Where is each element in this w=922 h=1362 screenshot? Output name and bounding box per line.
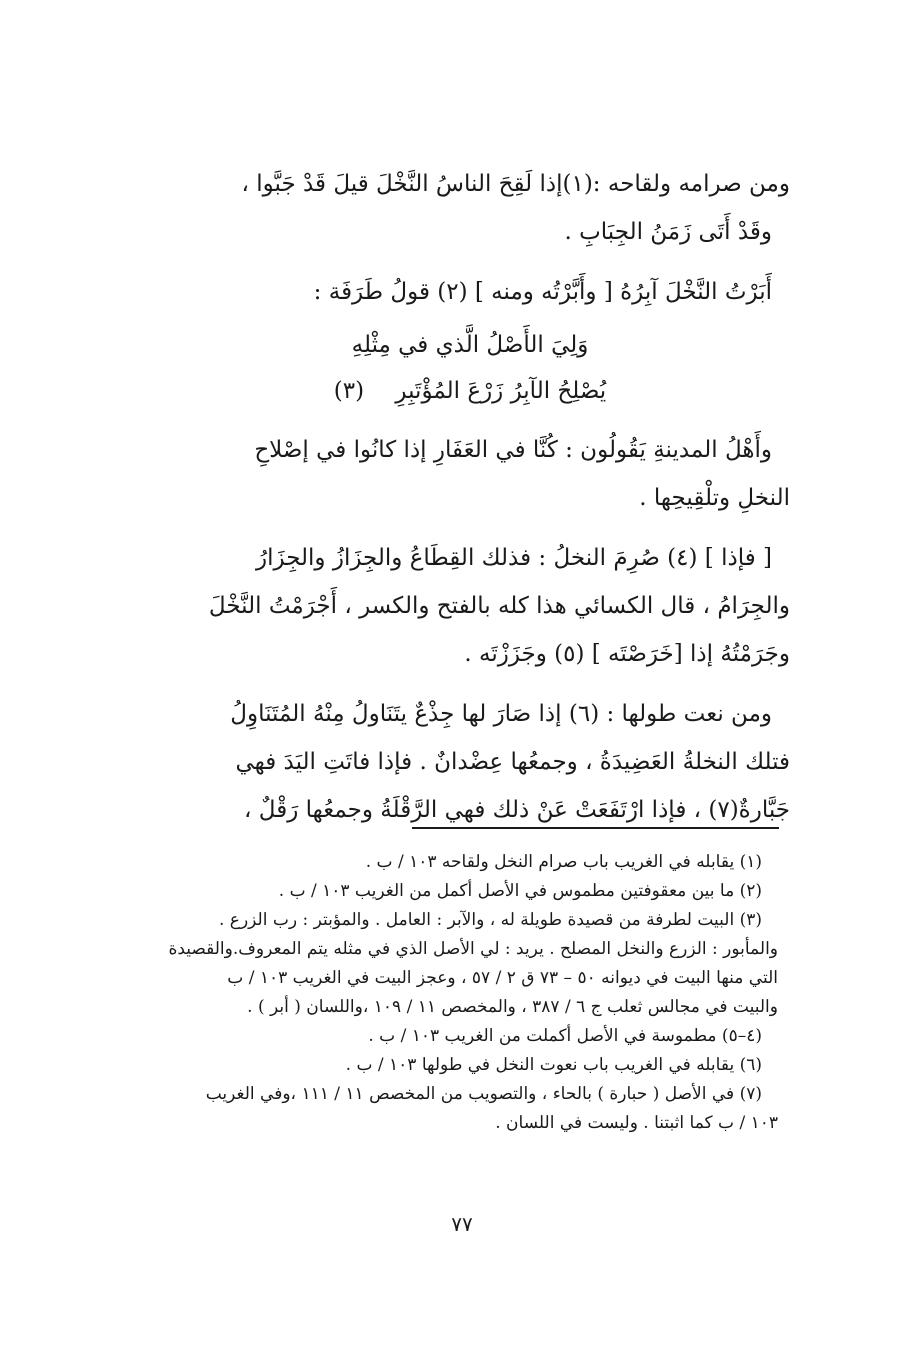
poetry-verse <box>150 322 790 414</box>
paragraph-line: وقَدْ أَتَى زَمَنُ الجِبَابِ . <box>564 219 772 245</box>
verse-hemistich-second <box>150 368 790 414</box>
paragraph-line: [ فإذا ] (٤) صُرِمَ النخلُ : فذلك القِطَاعُ والجِزَازُ والجِزَارُ <box>256 545 772 571</box>
paragraph-line: جَبَّارةٌ(٧) ، فإذا ارْتَفَعَتْ عَنْ ذلك فهي الرَّقْلَةُ وجمعُها رَقْلٌ ، <box>244 797 790 823</box>
verse-hemistich-first: وَلِيَ الأَصْلُ الَّذي في مِثْلِهِ <box>351 332 589 358</box>
paragraph-line: النخلِ وتلْقِيحِها . <box>639 485 790 511</box>
paragraph-line: ومن صرامه ولقاحه :(١)إذا لَقِحَ الناسُ النَّخْلَ قيلَ قَدْ جَبَّوا ، <box>241 171 790 197</box>
verse-hemistich-text: يُصْلِحُ الآبِرُ زَرْعَ المُؤْتَبِرِ <box>395 378 607 404</box>
footnote: (١) يقابله في الغريب باب صرام النخل ولقاحه ١٠٣ / ب . <box>365 852 762 872</box>
paragraph-line: وأَهْلُ المدينةِ يَقُولُون : كُنَّا في العَفَارِ إذا كانُوا في إصْلاحِ <box>254 437 772 463</box>
footnote-continuation: التي منها البيت في ديوانه ٥٠ – ٧٣ ق ٢ / ٥٧ ، وعجز البيت في الغريب ١٠٣ / ب <box>227 968 778 988</box>
footnote: (٧) في الأصل ( حبارة ) بالحاء ، والتصويب من المخصص ١١ / ١١١ ،وفي الغريب <box>205 1084 762 1104</box>
page-number: ٧٧ <box>451 1212 473 1236</box>
paragraph-line: وجَرَمْتُهُ إذا [خَرَصْتَه ] (٥) وجَزَزْتَه . <box>464 641 790 667</box>
paragraph-line: والجِرَامُ ، قال الكسائي هذا كله بالفتح والكسر ، أَجْرَمْتُ النَّخْلَ <box>208 593 790 619</box>
footnote: (٢) ما بين معقوفتين مطموس في الأصل أكمل من الغريب ١٠٣ / ب . <box>278 881 762 901</box>
footnote-divider <box>412 827 779 829</box>
paragraph-line: فتلك النخلةُ العَضِيدَةُ ، وجمعُها عِضْدانٌ . فإذا فاتَتِ اليَدَ فهي <box>235 749 790 775</box>
paragraph-line: أَبَرْتُ النَّخْلَ آبِرُهُ [ وأَبَّرْتُه ومنه ] (٢) قولُ طَرَفَة : <box>313 279 772 305</box>
footnote-continuation: والمأبور : الزرع والنخل المصلح . يريد : لي الأصل الذي في مثله يتم المعروف.والقصيدة <box>168 939 778 959</box>
paragraph-line: ومن نعت طولها : (٦) إذا صَارَ لها جِذْعٌ يتَنَاولُ مِنْهُ المُتَنَاوِلُ <box>230 701 772 727</box>
footnote-continuation: ١٠٣ / ب كما اثبتنا . وليست في اللسان . <box>495 1113 778 1133</box>
footnote: (٤–٥) مطموسة في الأصل أكملت من الغريب ١٠٣ / ب . <box>368 1026 762 1046</box>
footnotes <box>148 848 778 1138</box>
footnote-reference: (٣) <box>333 378 365 404</box>
footnote: (٣) البيت لطرفة من قصيدة طويلة له ، والآبر : العامل . والمؤبتر : رب الزرع . <box>219 910 762 930</box>
main-text <box>150 160 790 834</box>
footnote: (٦) يقابله في الغريب باب نعوت النخل في طولها ١٠٣ / ب . <box>345 1055 762 1075</box>
footnote-continuation: والبيت في مجالس ثعلب ج ٦ / ٣٨٧ ، والمخصص ١١ / ١٠٩ ،واللسان ( أبر ) . <box>247 997 778 1017</box>
